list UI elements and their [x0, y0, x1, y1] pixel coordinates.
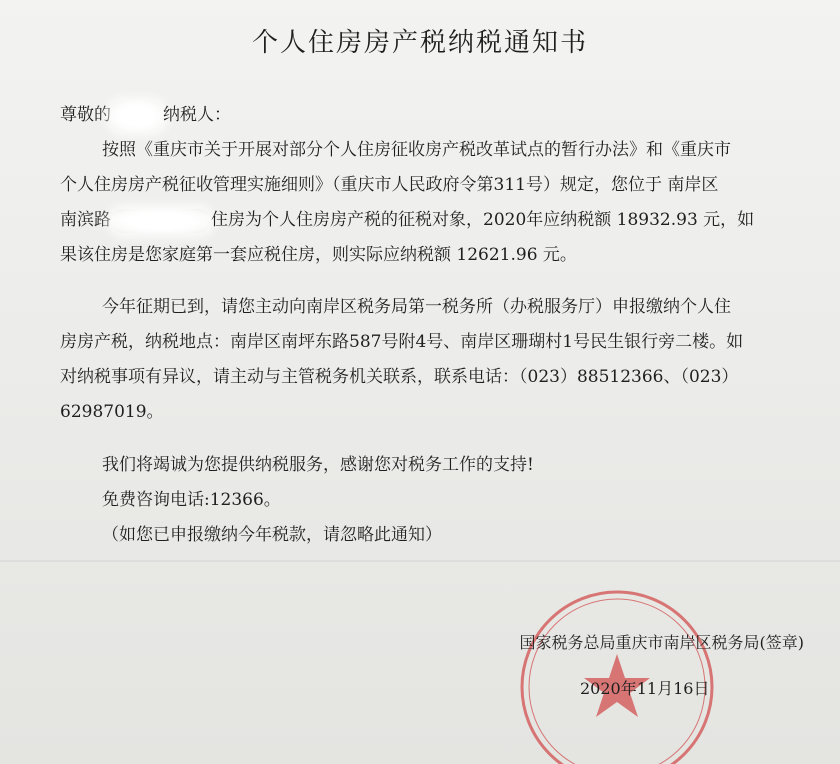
- paragraph1-line2: 个人住房房产税征收管理实施细则》（重庆市人民政府令第311号）规定，您位于 南岸区: [60, 175, 719, 195]
- redacted-address: [111, 209, 211, 233]
- hotline-text: 免费咨询电话:12366。: [102, 490, 281, 510]
- salutation-line: [60, 98, 790, 133]
- salutation-prefix: 尊敬的: [60, 105, 111, 125]
- issuer-signature: 国家税务总局重庆市南岸区税务局(签章): [519, 633, 804, 652]
- paragraph1-line3: [60, 203, 790, 238]
- official-seal: [512, 582, 722, 764]
- issue-date: 2020年11月16日: [580, 679, 710, 698]
- paragraph1-line3-text: 住房为个人住房房产税的征税对象，2020年应纳税额 18932.93 元，如: [211, 210, 755, 230]
- salutation-suffix: 纳税人：: [163, 105, 231, 125]
- paragraph1-line4: 果该住房是您家庭第一套应税住房，则实际应纳税额 12621.96 元。: [60, 245, 577, 265]
- paragraph2-line3: 对纳税事项有异议，请主动与主管税务机关联系，联系电话：（023）88512366、（023）: [60, 367, 739, 387]
- paragraph2-line4: 62987019。: [60, 402, 164, 422]
- paragraph2-line2: 房房产税，纳税地点：南岸区南坪东路587号附4号、南岸区珊瑚村1号民生银行旁二楼。如: [60, 332, 744, 352]
- ignore-note: （如您已申报缴纳今年税款，请忽略此通知）: [102, 525, 442, 545]
- notice-body: [60, 98, 790, 273]
- redacted-name: [111, 101, 163, 131]
- paragraph1-line1: 按照《重庆市关于开展对部分个人住房征收房产税改革试点的暂行办法》和《重庆市: [102, 140, 731, 160]
- paper-fold: [0, 560, 840, 562]
- notice-paragraph2: [60, 290, 790, 430]
- notice-closing: [60, 448, 790, 553]
- paragraph2-line1: 今年征期已到，请您主动向南岸区税务局第一税务所（办税服务厅）申报缴纳个人住: [102, 297, 731, 317]
- document-title: 个人住房房产税纳税通知书: [251, 28, 588, 58]
- address-prefix: 南滨路: [60, 210, 111, 230]
- service-statement: 我们将竭诚为您提供纳税服务，感谢您对税务工作的支持!: [102, 455, 534, 475]
